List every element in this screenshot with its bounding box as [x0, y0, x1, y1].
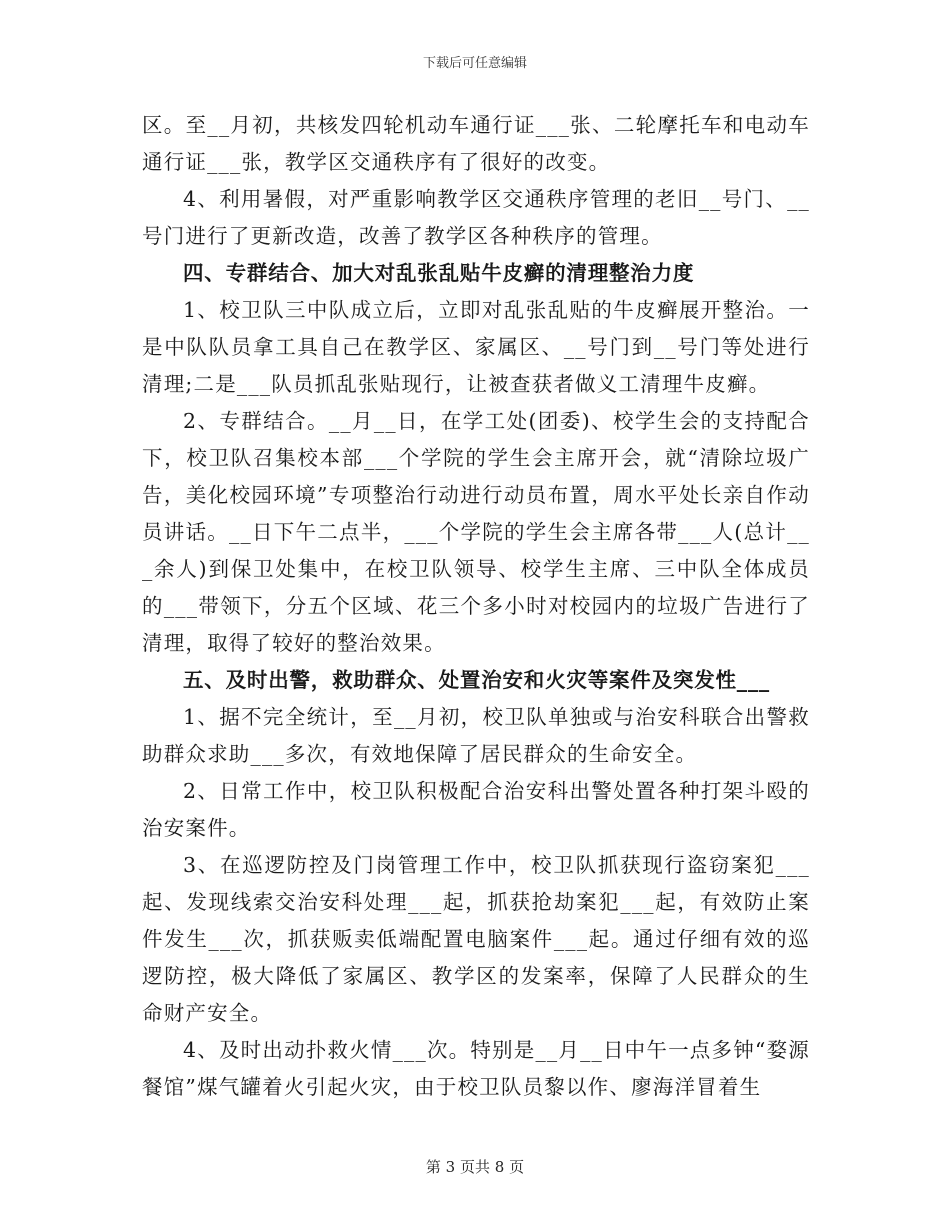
paragraph-item-4-fire: 4、及时出动扑救火情___次。特别是__月__日中午一点多钟“婺源餐馆”煤气罐着火引起火灾，由于校卫队员黎以作、廖海洋冒着生: [142, 1038, 810, 1099]
paragraph-item-3-patrol: 3、在巡逻防控及门岗管理工作中，校卫队抓获现行盗窃案犯___起、发现线索交治安科处理___起，抓获抢劫案犯___起，有效防止案件发生___次，抓获贩卖低端配置电脑案件___起。通过仔细有效的巡逻防控，极大降低了家属区、教学区的发案率，保障了人民群众的生命财产安全。: [142, 853, 810, 1025]
paragraph-item-2-joint-action: 2、专群结合。__月__日，在学工处(团委)、校学生会的支持配合下，校卫队召集校本部___个学院的学生会主席开会，就“清除垃圾广告，美化校园环境”专项整治行动进行动员布置，周水平处长亲自作动员讲话。__日下午二点半，___个学院的学生会主席各带___人(总计___余人)到保卫处集中，在校卫队领导、校学生主席、三中队全体成员的___带领下，分五个区域、花三个多小时对校园内的垃圾广告进行了清理，取得了较好的整治效果。: [142, 409, 810, 655]
section-heading-5: 五、及时出警，救助群众、处置治安和火灾等案件及突发性___: [183, 668, 770, 692]
paragraph-continued: 区。至__月初，共核发四轮机动车通行证___张、二轮摩托车和电动车通行证___张，教学区交通秩序有了很好的改变。: [142, 113, 810, 174]
document-body: [142, 107, 810, 1106]
paragraph-item-1-rescue: 1、据不完全统计，至__月初，校卫队单独或与治安科联合出警救助群众求助___多次，有效地保障了居民群众的生命安全。: [142, 705, 810, 766]
page-header: 下载后可任意编辑: [422, 56, 527, 71]
section-heading-4: 四、专群结合、加大对乱张乱贴牛皮癣的清理整治力度: [183, 261, 695, 285]
paragraph-item-2-security: 2、日常工作中，校卫队积极配合治安科出警处置各种打架斗殴的治安案件。: [142, 779, 810, 840]
paragraph-item-4-traffic: 4、利用暑假，对严重影响教学区交通秩序管理的老旧__号门、__号门进行了更新改造，改善了教学区各种秩序的管理。: [142, 187, 810, 248]
page-footer: 第 3 页共 8 页: [425, 1158, 525, 1176]
paragraph-item-1-cleanup: 1、校卫队三中队成立后，立即对乱张乱贴的牛皮癣展开整治。一是中队队员拿工具自己在教学区、家属区、__号门到__号门等处进行清理;二是___队员抓乱张贴现行，让被查获者做义工清理牛皮癣。: [142, 298, 810, 396]
